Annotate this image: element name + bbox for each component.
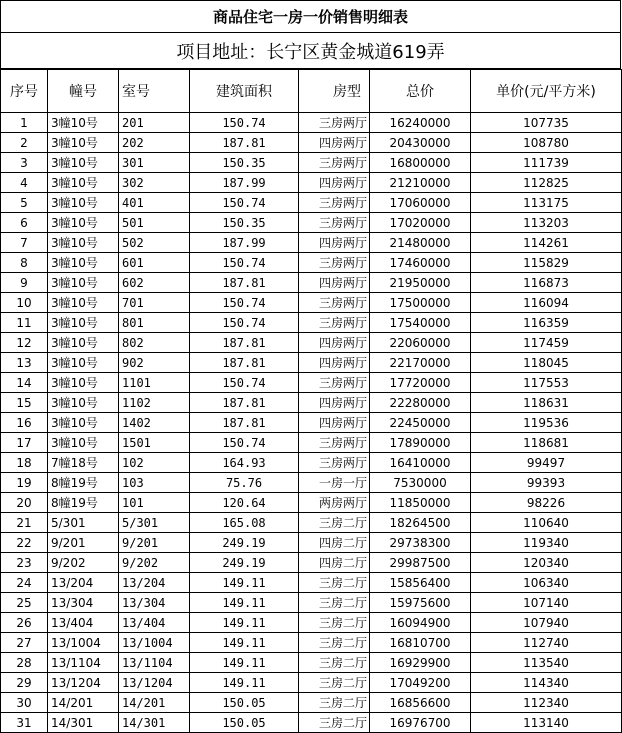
header-area: 建筑面积 xyxy=(190,70,299,113)
cell-unit-price: 113175 xyxy=(471,193,622,213)
cell-room: 1501 xyxy=(119,433,190,453)
header-row xyxy=(1,70,622,113)
cell-unit-price: 119340 xyxy=(471,533,622,553)
cell-total-price: 17049200 xyxy=(370,673,471,693)
cell-area: 249.19 xyxy=(190,533,299,553)
cell-building: 14/201 xyxy=(48,693,119,713)
cell-building: 9/202 xyxy=(48,553,119,573)
table-row xyxy=(1,713,622,733)
cell-room: 1101 xyxy=(119,373,190,393)
cell-index: 27 xyxy=(1,633,48,653)
cell-index: 16 xyxy=(1,413,48,433)
cell-area: 150.35 xyxy=(190,213,299,233)
cell-index: 31 xyxy=(1,713,48,733)
cell-area: 187.99 xyxy=(190,233,299,253)
cell-building: 3幢10号 xyxy=(48,173,119,193)
header-index: 序号 xyxy=(1,70,48,113)
cell-room-type: 四房两厅 xyxy=(299,333,370,353)
cell-area: 187.81 xyxy=(190,333,299,353)
cell-total-price: 17020000 xyxy=(370,213,471,233)
cell-index: 1 xyxy=(1,113,48,133)
cell-building: 3幢10号 xyxy=(48,373,119,393)
cell-total-price: 15856400 xyxy=(370,573,471,593)
cell-room-type: 三房两厅 xyxy=(299,153,370,173)
cell-building: 13/1104 xyxy=(48,653,119,673)
cell-room: 401 xyxy=(119,193,190,213)
cell-index: 8 xyxy=(1,253,48,273)
table-row xyxy=(1,513,622,533)
cell-room-type: 三房二厅 xyxy=(299,673,370,693)
cell-area: 150.74 xyxy=(190,293,299,313)
cell-area: 150.74 xyxy=(190,313,299,333)
cell-room: 101 xyxy=(119,493,190,513)
cell-unit-price: 117553 xyxy=(471,373,622,393)
cell-area: 149.11 xyxy=(190,653,299,673)
cell-area: 187.81 xyxy=(190,133,299,153)
cell-room-type: 三房两厅 xyxy=(299,433,370,453)
cell-unit-price: 116359 xyxy=(471,313,622,333)
cell-unit-price: 107940 xyxy=(471,613,622,633)
cell-room-type: 三房二厅 xyxy=(299,513,370,533)
cell-building: 3幢10号 xyxy=(48,273,119,293)
cell-room: 202 xyxy=(119,133,190,153)
table-row xyxy=(1,593,622,613)
cell-unit-price: 114340 xyxy=(471,673,622,693)
cell-unit-price: 113540 xyxy=(471,653,622,673)
cell-room-type: 四房二厅 xyxy=(299,553,370,573)
cell-total-price: 22280000 xyxy=(370,393,471,413)
table-row xyxy=(1,473,622,493)
cell-room: 701 xyxy=(119,293,190,313)
cell-room: 13/1104 xyxy=(119,653,190,673)
cell-area: 150.05 xyxy=(190,713,299,733)
cell-index: 13 xyxy=(1,353,48,373)
cell-room: 14/201 xyxy=(119,693,190,713)
cell-area: 150.74 xyxy=(190,373,299,393)
cell-room-type: 四房两厅 xyxy=(299,393,370,413)
cell-room-type: 三房两厅 xyxy=(299,313,370,333)
cell-building: 9/201 xyxy=(48,533,119,553)
cell-room: 1402 xyxy=(119,413,190,433)
cell-unit-price: 113140 xyxy=(471,713,622,733)
cell-index: 10 xyxy=(1,293,48,313)
cell-index: 7 xyxy=(1,233,48,253)
table-row xyxy=(1,233,622,253)
cell-total-price: 16856600 xyxy=(370,693,471,713)
cell-total-price: 17890000 xyxy=(370,433,471,453)
cell-area: 149.11 xyxy=(190,613,299,633)
cell-unit-price: 115829 xyxy=(471,253,622,273)
cell-room: 103 xyxy=(119,473,190,493)
cell-total-price: 17540000 xyxy=(370,313,471,333)
cell-room-type: 三房两厅 xyxy=(299,253,370,273)
cell-index: 14 xyxy=(1,373,48,393)
cell-room: 9/202 xyxy=(119,553,190,573)
cell-room-type: 三房二厅 xyxy=(299,593,370,613)
cell-area: 164.93 xyxy=(190,453,299,473)
cell-area: 249.19 xyxy=(190,553,299,573)
cell-area: 150.74 xyxy=(190,253,299,273)
table-row xyxy=(1,353,622,373)
cell-index: 24 xyxy=(1,573,48,593)
cell-unit-price: 112825 xyxy=(471,173,622,193)
cell-room-type: 四房两厅 xyxy=(299,173,370,193)
sheet-title: 商品住宅一房一价销售明细表 xyxy=(0,0,621,32)
cell-building: 3幢10号 xyxy=(48,433,119,453)
cell-index: 26 xyxy=(1,613,48,633)
cell-room-type: 三房两厅 xyxy=(299,193,370,213)
cell-total-price: 16976700 xyxy=(370,713,471,733)
cell-building: 13/204 xyxy=(48,573,119,593)
cell-index: 23 xyxy=(1,553,48,573)
cell-total-price: 22450000 xyxy=(370,413,471,433)
cell-room-type: 三房二厅 xyxy=(299,653,370,673)
cell-room-type: 一房一厅 xyxy=(299,473,370,493)
cell-room-type: 四房两厅 xyxy=(299,273,370,293)
cell-total-price: 20430000 xyxy=(370,133,471,153)
cell-area: 187.81 xyxy=(190,413,299,433)
table-row xyxy=(1,153,622,173)
cell-area: 165.08 xyxy=(190,513,299,533)
cell-unit-price: 118681 xyxy=(471,433,622,453)
cell-room: 102 xyxy=(119,453,190,473)
table-row xyxy=(1,313,622,333)
cell-room: 9/201 xyxy=(119,533,190,553)
cell-room: 902 xyxy=(119,353,190,373)
cell-total-price: 18264500 xyxy=(370,513,471,533)
cell-index: 4 xyxy=(1,173,48,193)
cell-room: 201 xyxy=(119,113,190,133)
table-row xyxy=(1,173,622,193)
cell-area: 120.64 xyxy=(190,493,299,513)
cell-total-price: 21950000 xyxy=(370,273,471,293)
cell-unit-price: 107735 xyxy=(471,113,622,133)
table-row xyxy=(1,133,622,153)
cell-room-type: 两房两厅 xyxy=(299,493,370,513)
cell-room-type: 三房二厅 xyxy=(299,573,370,593)
cell-total-price: 16410000 xyxy=(370,453,471,473)
cell-index: 15 xyxy=(1,393,48,413)
table-row xyxy=(1,533,622,553)
cell-total-price: 17460000 xyxy=(370,253,471,273)
cell-room-type: 三房两厅 xyxy=(299,293,370,313)
cell-unit-price: 107140 xyxy=(471,593,622,613)
table-row xyxy=(1,453,622,473)
cell-total-price: 29987500 xyxy=(370,553,471,573)
cell-total-price: 21210000 xyxy=(370,173,471,193)
cell-room: 302 xyxy=(119,173,190,193)
cell-building: 13/1204 xyxy=(48,673,119,693)
cell-unit-price: 117459 xyxy=(471,333,622,353)
cell-room-type: 三房两厅 xyxy=(299,213,370,233)
cell-area: 150.05 xyxy=(190,693,299,713)
cell-room-type: 四房两厅 xyxy=(299,413,370,433)
cell-room-type: 三房二厅 xyxy=(299,633,370,653)
cell-index: 11 xyxy=(1,313,48,333)
cell-index: 18 xyxy=(1,453,48,473)
cell-room-type: 四房二厅 xyxy=(299,533,370,553)
table-row xyxy=(1,673,622,693)
cell-total-price: 16929900 xyxy=(370,653,471,673)
cell-room-type: 三房二厅 xyxy=(299,713,370,733)
cell-area: 187.81 xyxy=(190,353,299,373)
table-row xyxy=(1,253,622,273)
cell-unit-price: 99393 xyxy=(471,473,622,493)
cell-area: 75.76 xyxy=(190,473,299,493)
cell-building: 3幢10号 xyxy=(48,153,119,173)
cell-total-price: 16240000 xyxy=(370,113,471,133)
cell-room: 1102 xyxy=(119,393,190,413)
cell-index: 3 xyxy=(1,153,48,173)
cell-total-price: 22060000 xyxy=(370,333,471,353)
table-row xyxy=(1,553,622,573)
cell-building: 3幢10号 xyxy=(48,353,119,373)
cell-room: 801 xyxy=(119,313,190,333)
cell-building: 8幢19号 xyxy=(48,473,119,493)
cell-building: 7幢18号 xyxy=(48,453,119,473)
cell-total-price: 7530000 xyxy=(370,473,471,493)
cell-building: 3幢10号 xyxy=(48,393,119,413)
table-row xyxy=(1,493,622,513)
cell-room: 13/1004 xyxy=(119,633,190,653)
cell-building: 3幢10号 xyxy=(48,113,119,133)
cell-building: 13/304 xyxy=(48,593,119,613)
cell-room: 501 xyxy=(119,213,190,233)
cell-unit-price: 120340 xyxy=(471,553,622,573)
cell-room-type: 三房两厅 xyxy=(299,113,370,133)
cell-room: 802 xyxy=(119,333,190,353)
cell-room: 5/301 xyxy=(119,513,190,533)
cell-unit-price: 118045 xyxy=(471,353,622,373)
table-row xyxy=(1,373,622,393)
header-room: 室号 xyxy=(119,70,190,113)
table-row xyxy=(1,393,622,413)
cell-building: 3幢10号 xyxy=(48,233,119,253)
cell-room-type: 四房两厅 xyxy=(299,133,370,153)
cell-unit-price: 99497 xyxy=(471,453,622,473)
cell-total-price: 16094900 xyxy=(370,613,471,633)
cell-area: 149.11 xyxy=(190,673,299,693)
cell-building: 3幢10号 xyxy=(48,413,119,433)
table-row xyxy=(1,573,622,593)
cell-area: 150.35 xyxy=(190,153,299,173)
cell-index: 30 xyxy=(1,693,48,713)
cell-room: 14/301 xyxy=(119,713,190,733)
cell-area: 187.81 xyxy=(190,273,299,293)
cell-unit-price: 114261 xyxy=(471,233,622,253)
cell-building: 3幢10号 xyxy=(48,333,119,353)
cell-index: 2 xyxy=(1,133,48,153)
cell-total-price: 15975600 xyxy=(370,593,471,613)
cell-index: 25 xyxy=(1,593,48,613)
project-address: 项目地址：长宁区黄金城道619弄 xyxy=(0,32,621,69)
cell-unit-price: 112740 xyxy=(471,633,622,653)
cell-room: 601 xyxy=(119,253,190,273)
cell-total-price: 16810700 xyxy=(370,633,471,653)
cell-index: 20 xyxy=(1,493,48,513)
cell-unit-price: 116873 xyxy=(471,273,622,293)
header-building: 幢号 xyxy=(48,70,119,113)
cell-total-price: 22170000 xyxy=(370,353,471,373)
cell-index: 29 xyxy=(1,673,48,693)
cell-room-type: 四房两厅 xyxy=(299,233,370,253)
cell-index: 28 xyxy=(1,653,48,673)
cell-index: 5 xyxy=(1,193,48,213)
cell-unit-price: 108780 xyxy=(471,133,622,153)
cell-room: 13/304 xyxy=(119,593,190,613)
table-row xyxy=(1,693,622,713)
cell-total-price: 17500000 xyxy=(370,293,471,313)
cell-index: 17 xyxy=(1,433,48,453)
table-row xyxy=(1,613,622,633)
cell-area: 149.11 xyxy=(190,573,299,593)
cell-building: 3幢10号 xyxy=(48,313,119,333)
cell-room-type: 三房二厅 xyxy=(299,693,370,713)
cell-unit-price: 98226 xyxy=(471,493,622,513)
cell-index: 12 xyxy=(1,333,48,353)
cell-room: 602 xyxy=(119,273,190,293)
cell-area: 150.74 xyxy=(190,113,299,133)
cell-building: 3幢10号 xyxy=(48,133,119,153)
header-total-price: 总价 xyxy=(370,70,471,113)
cell-room-type: 四房两厅 xyxy=(299,353,370,373)
sales-table xyxy=(0,69,622,733)
cell-building: 13/1004 xyxy=(48,633,119,653)
cell-area: 150.74 xyxy=(190,433,299,453)
cell-room: 502 xyxy=(119,233,190,253)
table-row xyxy=(1,333,622,353)
cell-unit-price: 113203 xyxy=(471,213,622,233)
cell-index: 9 xyxy=(1,273,48,293)
cell-building: 3幢10号 xyxy=(48,213,119,233)
cell-room: 13/404 xyxy=(119,613,190,633)
cell-room: 301 xyxy=(119,153,190,173)
cell-building: 3幢10号 xyxy=(48,253,119,273)
cell-building: 5/301 xyxy=(48,513,119,533)
cell-unit-price: 116094 xyxy=(471,293,622,313)
cell-total-price: 17060000 xyxy=(370,193,471,213)
cell-area: 187.81 xyxy=(190,393,299,413)
table-row xyxy=(1,413,622,433)
header-room-type: 房型 xyxy=(299,70,370,113)
cell-building: 8幢19号 xyxy=(48,493,119,513)
cell-room-type: 三房二厅 xyxy=(299,613,370,633)
cell-area: 149.11 xyxy=(190,593,299,613)
table-row xyxy=(1,193,622,213)
cell-total-price: 21480000 xyxy=(370,233,471,253)
cell-building: 14/301 xyxy=(48,713,119,733)
cell-index: 6 xyxy=(1,213,48,233)
cell-room-type: 三房两厅 xyxy=(299,453,370,473)
cell-unit-price: 112340 xyxy=(471,693,622,713)
cell-area: 149.11 xyxy=(190,633,299,653)
cell-unit-price: 118631 xyxy=(471,393,622,413)
cell-area: 187.99 xyxy=(190,173,299,193)
cell-unit-price: 110640 xyxy=(471,513,622,533)
cell-total-price: 17720000 xyxy=(370,373,471,393)
table-body xyxy=(1,113,622,733)
table-row xyxy=(1,633,622,653)
table-row xyxy=(1,113,622,133)
table-row xyxy=(1,653,622,673)
table-row xyxy=(1,293,622,313)
table-row xyxy=(1,433,622,453)
header-unit-price: 单价(元/平方米) xyxy=(471,70,622,113)
cell-building: 13/404 xyxy=(48,613,119,633)
cell-building: 3幢10号 xyxy=(48,193,119,213)
cell-index: 19 xyxy=(1,473,48,493)
cell-building: 3幢10号 xyxy=(48,293,119,313)
cell-room-type: 三房两厅 xyxy=(299,373,370,393)
cell-total-price: 11850000 xyxy=(370,493,471,513)
cell-index: 21 xyxy=(1,513,48,533)
cell-index: 22 xyxy=(1,533,48,553)
cell-area: 150.74 xyxy=(190,193,299,213)
cell-unit-price: 111739 xyxy=(471,153,622,173)
cell-unit-price: 106340 xyxy=(471,573,622,593)
cell-room: 13/1204 xyxy=(119,673,190,693)
table-row xyxy=(1,273,622,293)
cell-total-price: 16800000 xyxy=(370,153,471,173)
cell-unit-price: 119536 xyxy=(471,413,622,433)
cell-room: 13/204 xyxy=(119,573,190,593)
table-row xyxy=(1,213,622,233)
cell-total-price: 29738300 xyxy=(370,533,471,553)
